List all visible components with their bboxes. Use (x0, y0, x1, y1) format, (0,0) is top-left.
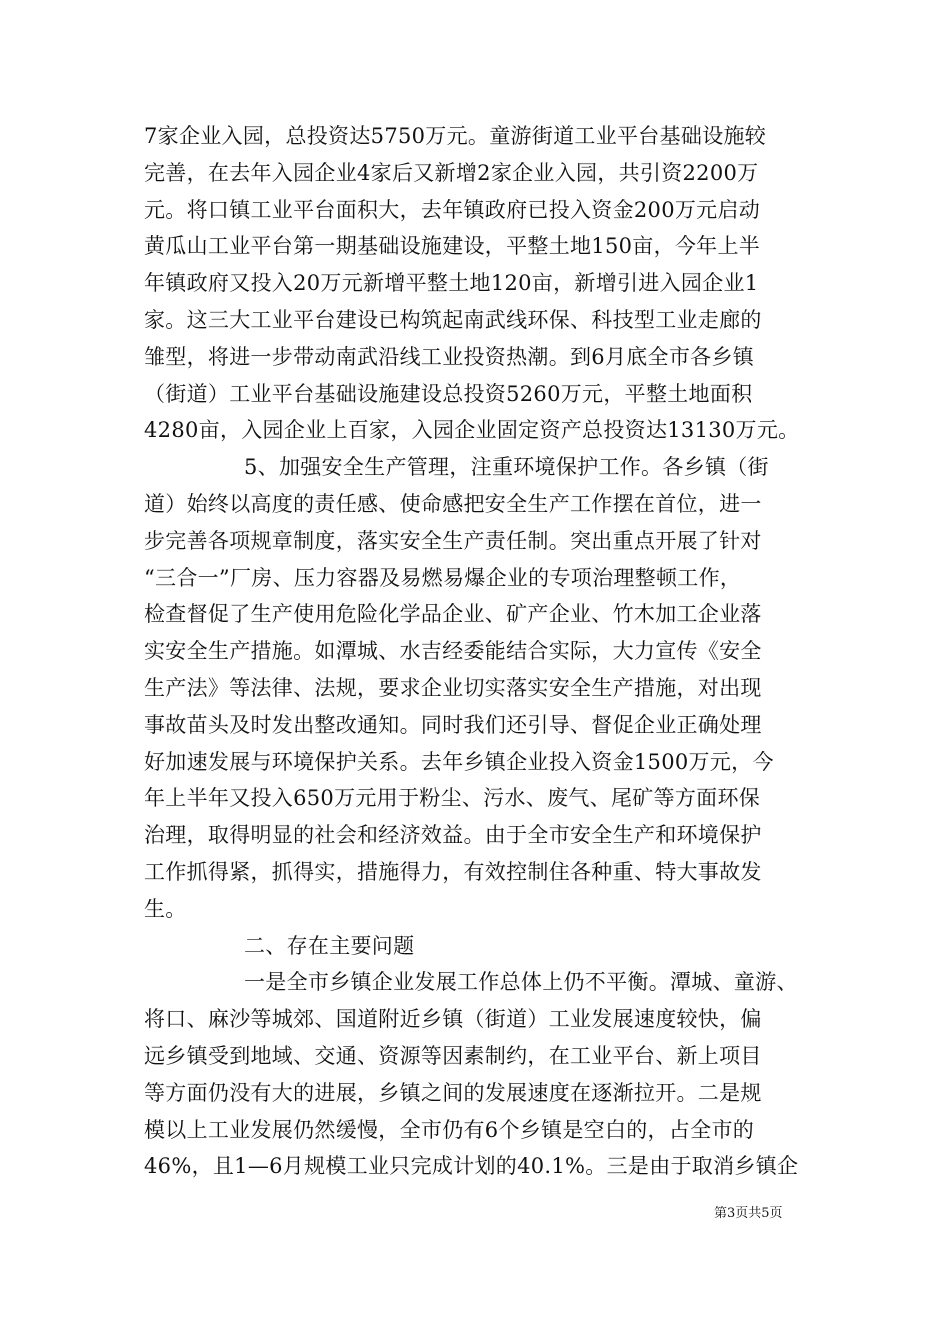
text-line: 元。将口镇工业平台面积大，去年镇政府已投入资金200万元启动 (144, 197, 761, 222)
text-line: 工作抓得紧，抓得实，措施得力，有效控制住各种重、特大事故发 (144, 859, 762, 884)
text-line: 步完善各项规章制度，落实安全生产责任制。突出重点开展了针对 (144, 528, 762, 553)
page-number: 第3页共5页 (714, 1206, 783, 1221)
text-line: （街道）工业平台基础设施建设总投资5260万元，平整土地面积 (144, 381, 753, 406)
paragraph-start: 一是全市乡镇企业发展工作总体上仍不平衡。潭城、童游、 (244, 970, 798, 995)
body-text (144, 118, 824, 1185)
text-line: 模以上工业发展仍然缓慢，全市仍有6个乡镇是空白的，占全市的 (144, 1117, 755, 1142)
text-line: “三合一”厂房、压力容器及易燃易爆企业的专项治理整顿工作， (144, 565, 742, 590)
text-line: 生。 (144, 896, 187, 921)
text-line: 家。这三大工业平台建设已构筑起南武线环保、科技型工业走廊的 (144, 307, 762, 332)
text-line: 等方面仍没有大的进展，乡镇之间的发展速度在逐渐拉开。二是规 (144, 1080, 762, 1105)
text-line: 实安全生产措施。如潭城、水吉经委能结合实际，大力宣传《安全 (144, 639, 762, 664)
text-line: 生产法》等法律、法规，要求企业切实落实安全生产措施，对出现 (144, 675, 762, 700)
text-line: 年镇政府又投入20万元新增平整土地120亩，新增引进入园企业1 (144, 271, 759, 296)
section-heading-problems: 二、存在主要问题 (244, 933, 415, 958)
text-line: 黄瓜山工业平台第一期基础设施建设，平整土地150亩，今年上半 (144, 234, 761, 259)
text-line: 46%，且1—6月规模工业只完成计划的40.1%。三是由于取消乡镇企 (144, 1154, 799, 1179)
text-line: 道）始终以高度的责任感、使命感把安全生产工作摆在首位，进一 (144, 491, 762, 516)
text-line: 年上半年又投入650万元用于粉尘、污水、废气、尾矿等方面环保 (144, 786, 761, 811)
text-line: 将口、麻沙等城郊、国道附近乡镇（街道）工业发展速度较快，偏 (144, 1007, 762, 1032)
text-line: 4280亩，入园企业上百家，入园企业固定资产总投资达13130万元。 (144, 418, 800, 443)
text-line: 完善，在去年入园企业4家后又新增2家企业入园，共引资2200万 (144, 160, 759, 185)
text-line: 事故苗头及时发出整改通知。同时我们还引导、督促企业正确处理 (144, 712, 762, 737)
text-line: 远乡镇受到地域、交通、资源等因素制约，在工业平台、新上项目 (144, 1043, 762, 1068)
text-line: 7家企业入园，总投资达5750万元。童游街道工业平台基础设施较 (144, 124, 767, 148)
text-line: 治理，取得明显的社会和经济效益。由于全市安全生产和环境保护 (144, 823, 762, 848)
text-line: 检查督促了生产使用危险化学品企业、矿产企业、竹木加工企业落 (144, 602, 762, 627)
text-line: 好加速发展与环境保护关系。去年乡镇企业投入资金1500万元，今 (144, 749, 774, 774)
section-heading-safety: 5、加强安全生产管理，注重环境保护工作。各乡镇（街 (244, 455, 769, 480)
text-line: 雏型，将进一步带动南武沿线工业投资热潮。到6月底全市各乡镇 (144, 344, 755, 369)
